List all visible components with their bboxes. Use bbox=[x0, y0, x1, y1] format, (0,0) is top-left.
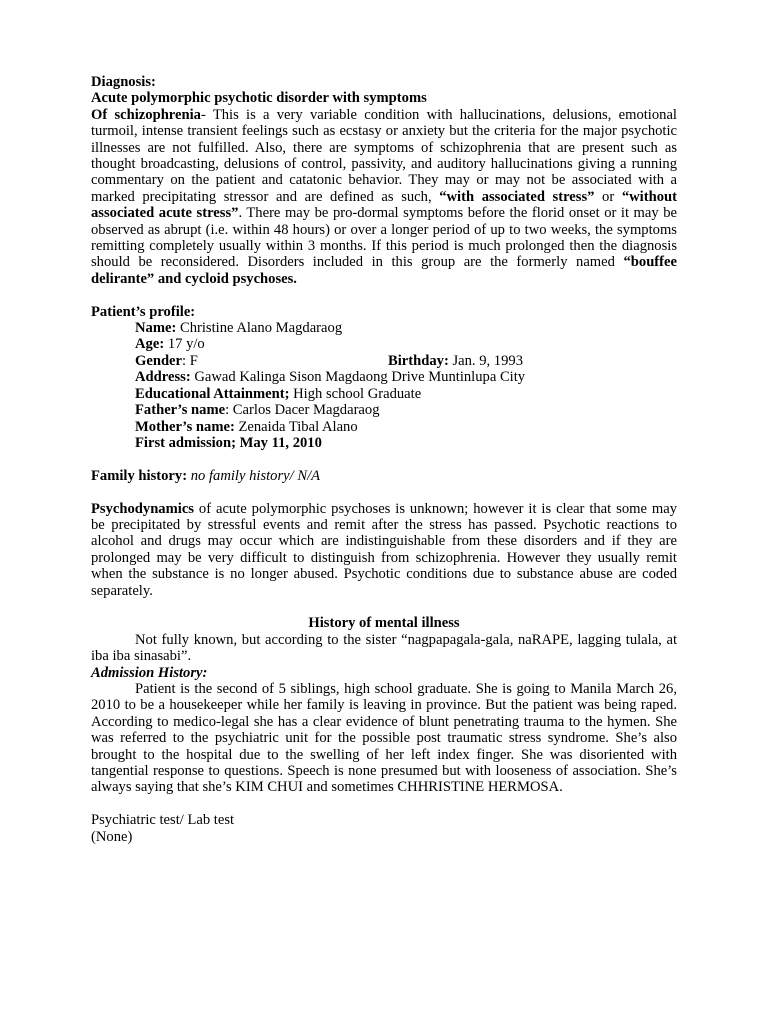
document-page bbox=[91, 74, 677, 845]
profile-first-admission: First admission; May 11, 2010 bbox=[135, 434, 322, 451]
family-history: Family history: no family history/ N/A bbox=[91, 467, 321, 484]
mental-illness-heading: History of mental illness bbox=[308, 615, 460, 632]
diagnosis-heading: Diagnosis: bbox=[91, 74, 156, 90]
mental-illness-text: Not fully known, but according to the sister “nagpapagala-gala, naRAPE, lagging tulala, at iba iba sinasabi”. bbox=[91, 631, 677, 665]
profile-mother: Mother’s name: Zenaida Tibal Alano bbox=[135, 418, 358, 435]
profile-father: Father’s name: Carlos Dacer Magdaraog bbox=[135, 402, 380, 419]
profile-age: Age: 17 y/o bbox=[135, 336, 205, 353]
admission-history-heading: Admission History: bbox=[91, 664, 208, 681]
profile-heading: Patient’s profile: bbox=[91, 303, 196, 320]
profile-name: Name: Christine Alano Magdaraog bbox=[135, 320, 343, 337]
diagnosis-lead: Of schizophrenia bbox=[91, 106, 201, 123]
diagnosis-paragraph: Of schizophrenia- This is a very variable condition with hallucinations, delusions, emotional turmoil, intense transient feelings such as ecstasy or anxiety but the criteria for the major psychotic illnesses are not fulfilled. Also, there are symptoms of schizophrenia that are present such as thought broadcasting, delusions of control, passivity, and auditory hallucinations giving a running commentary on the patient and catatonic behavior. They may or may not be associated with a marked precipitating stressor and are defined as such, “with associated stress” or “without associated acute stress”. There may be pro-dormal symptoms before the florid onset or it may be observed as abrupt (i.e. within 48 hours) or over a longer period of up to two weeks, the symptoms remitting completely usually within 3 months. If this period is much prolonged then the diagnosis should be reconsidered. Disorders included in this group are the formerly named “bouffee delirante” and cycloid psychoses. bbox=[91, 106, 678, 287]
profile-education: Educational Attainment; High school Graduate bbox=[135, 385, 422, 402]
psychodynamics-paragraph: Psychodynamics of acute polymorphic psychoses is unknown; however it is clear that some may be precipitated by stressful events and remit after the stress has passed. Psychotic reactions to alcohol and drugs may occur which are indistinguishable from these disorders and if they are prolonged may be very difficult to distinguish from schizophrenia. However they usually remit when the substance is no longer abused. Psychotic conditions due to substance abuse are coded separately. bbox=[91, 500, 677, 599]
patient-profile bbox=[91, 320, 677, 451]
tests-value: (None) bbox=[91, 828, 133, 845]
admission-history-text: Patient is the second of 5 siblings, high school graduate. She is going to Manila March 26, 2010 to be a housekeeper while her family is leaving in province. But the patient was being raped. According to medico-legal she has a clear evidence of blunt penetrating trauma to the hymen. She was referred to the psychiatric unit for the possible post traumatic stress syndrome. She’s also brought to the hospital due to the swelling of her left index finger. She was disoriented with tangential response to questions. Speech is none presumed but with looseness of association. She’s always saying that she’s KIM CHUI and sometimes CHHRISTINE HERMOSA. bbox=[91, 680, 677, 796]
profile-gender-birthday: Gender: F Birthday: Jan. 9, 1993 bbox=[135, 352, 523, 369]
profile-address: Address: Gawad Kalinga Sison Magdaong Drive Muntinlupa City bbox=[135, 369, 526, 386]
tests-heading: Psychiatric test/ Lab test bbox=[91, 812, 235, 829]
diagnosis-title: Acute polymorphic psychotic disorder with symptoms bbox=[91, 90, 427, 107]
